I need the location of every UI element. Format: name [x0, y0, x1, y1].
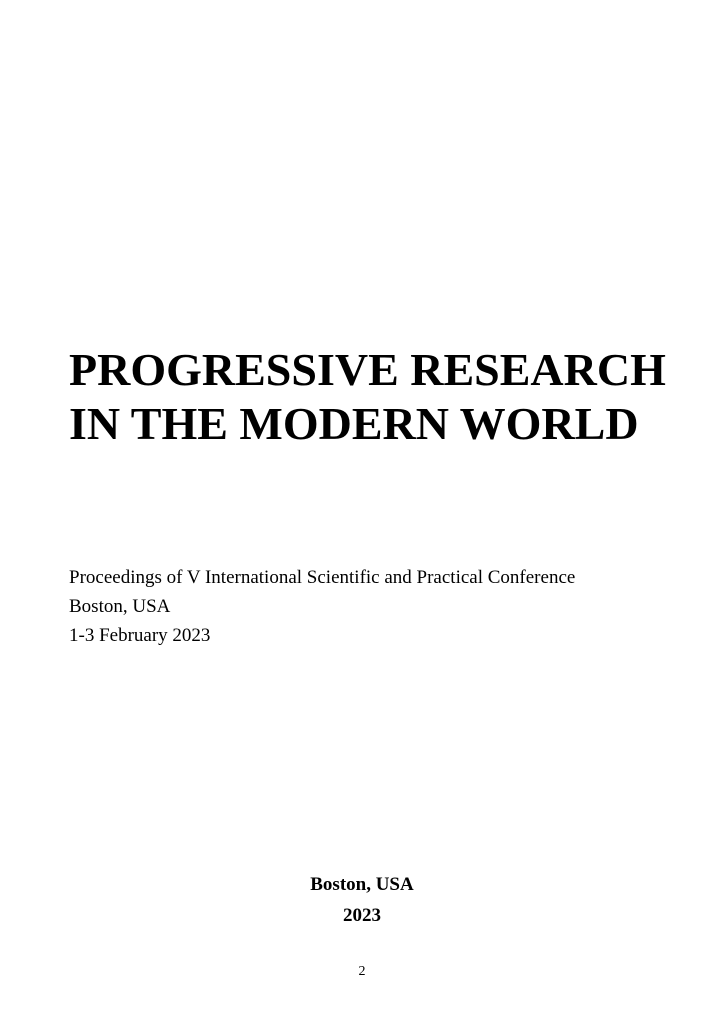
imprint-city: Boston, USA: [310, 874, 414, 895]
conference-location: Boston, USA: [69, 596, 171, 617]
title-line-2: IN THE MODERN WORLD: [69, 398, 639, 449]
proceedings-info: [69, 563, 689, 650]
conference-dates: 1-3 February 2023: [69, 625, 211, 646]
title-line-1: PROGRESSIVE RESEARCH: [69, 344, 666, 395]
imprint-year: 2023: [343, 905, 381, 926]
page-number: 2: [358, 964, 366, 979]
conference-name: Proceedings of V International Scientific and Practical Conference: [69, 567, 576, 588]
document-title: [69, 343, 689, 451]
imprint: [0, 869, 724, 931]
